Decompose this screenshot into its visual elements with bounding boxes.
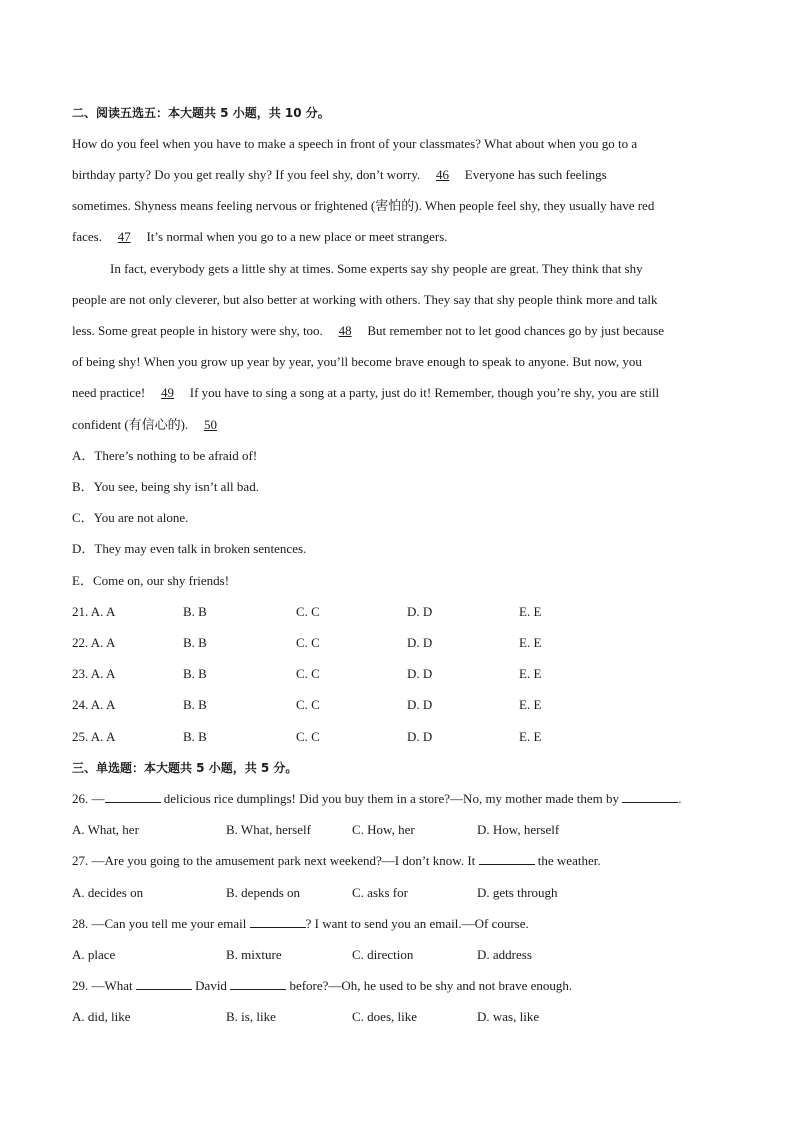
option-a: A．There’s nothing to be afraid of!	[72, 448, 258, 463]
passage-text: If you have to sing a song at a party, just do it! Remember, though you’re shy, you are still	[186, 385, 660, 400]
answer-choice-c[interactable]: C. C	[296, 635, 320, 650]
question-text: 28. —Can you tell me your email	[72, 916, 250, 931]
passage-line-7	[72, 322, 664, 340]
answer-choice-c[interactable]: C. C	[296, 697, 320, 712]
question-text: the weather.	[534, 853, 601, 868]
choice-d[interactable]: D. How, herself	[477, 822, 560, 837]
passage-text: Everyone has such feelings	[461, 167, 607, 182]
question-text: 26. —	[72, 791, 105, 806]
choice-a[interactable]: A. did, like	[72, 1009, 131, 1024]
answer-choice-b[interactable]: B. B	[183, 604, 207, 619]
question-29	[72, 977, 572, 995]
answer-blank	[479, 852, 535, 865]
passage-text: But remember not to let good chances go by just because	[364, 323, 665, 338]
answer-blank	[622, 790, 678, 803]
option-c: C．You are not alone.	[72, 510, 189, 525]
choice-c[interactable]: C. direction	[352, 947, 414, 962]
choice-b[interactable]: B. depends on	[226, 885, 301, 900]
question-text: before?—Oh, he used to be shy and not brave enough.	[286, 978, 573, 993]
answer-choice-e[interactable]: E. E	[519, 666, 542, 681]
choice-b[interactable]: B. is, like	[226, 1009, 276, 1024]
blank-47: 47	[117, 229, 131, 244]
question-text: delicious rice dumplings! Did you buy them in a store?—No, my mother made them by	[160, 791, 623, 806]
passage-line-3: sometimes. Shyness means feeling nervous or frightened (害怕的). When people feel shy, they usually have red	[72, 198, 655, 213]
choice-a[interactable]: A. decides on	[72, 885, 144, 900]
passage-line-2	[72, 166, 607, 184]
answer-choice-e[interactable]: E. E	[519, 729, 542, 744]
blank-50: 50	[204, 417, 218, 432]
answer-choice-e[interactable]: E. E	[519, 697, 542, 712]
choice-a[interactable]: A. place	[72, 947, 116, 962]
answer-choice-c[interactable]: C. C	[296, 729, 320, 744]
question-text: .	[678, 791, 682, 806]
answer-choice-a[interactable]: 21. A. A	[72, 604, 116, 619]
choice-c[interactable]: C. How, her	[352, 822, 415, 837]
choice-b[interactable]: B. What, herself	[226, 822, 311, 837]
option-b: B．You see, being shy isn’t all bad.	[72, 479, 259, 494]
answer-choice-a[interactable]: 24. A. A	[72, 697, 116, 712]
passage-line-4	[72, 228, 448, 246]
answer-blank	[136, 977, 192, 990]
passage-line-9	[72, 384, 659, 402]
passage-text: confident (有信心的).	[72, 417, 192, 432]
option-e: E．Come on, our shy friends!	[72, 573, 230, 588]
question-26	[72, 790, 682, 808]
question-text: ? I want to send you an email.—Of course.	[305, 916, 529, 931]
answer-choice-d[interactable]: D. D	[407, 635, 433, 650]
blank-46: 46	[436, 167, 450, 182]
answer-choice-d[interactable]: D. D	[407, 729, 433, 744]
answer-choice-c[interactable]: C. C	[296, 666, 320, 681]
answer-choice-d[interactable]: D. D	[407, 604, 433, 619]
answer-choice-a[interactable]: 23. A. A	[72, 666, 116, 681]
question-text: 27. —Are you going to the amusement park next weekend?—I don’t know. It	[72, 853, 479, 868]
passage-line-8: of being shy! When you grow up year by year, you’ll become brave enough to speak to anyone. But now, you	[72, 354, 642, 369]
answer-choice-d[interactable]: D. D	[407, 697, 433, 712]
choice-c[interactable]: C. does, like	[352, 1009, 417, 1024]
answer-choice-b[interactable]: B. B	[183, 697, 207, 712]
answer-choice-d[interactable]: D. D	[407, 666, 433, 681]
passage-line-6: people are not only cleverer, but also better at working with others. They say that shy people think more and talk	[72, 292, 658, 307]
choice-d[interactable]: D. address	[477, 947, 532, 962]
blank-49: 49	[161, 385, 175, 400]
option-d: D．They may even talk in broken sentences.	[72, 541, 307, 556]
passage-line-1: How do you feel when you have to make a speech in front of your classmates? What about when you go to a	[72, 136, 638, 151]
passage-text: need practice!	[72, 385, 149, 400]
answer-choice-a[interactable]: 25. A. A	[72, 729, 116, 744]
choice-b[interactable]: B. mixture	[226, 947, 282, 962]
answer-choice-c[interactable]: C. C	[296, 604, 320, 619]
question-28	[72, 915, 529, 933]
answer-choice-b[interactable]: B. B	[183, 729, 207, 744]
answer-blank	[230, 977, 286, 990]
answer-choice-e[interactable]: E. E	[519, 604, 542, 619]
passage-text: less. Some great people in history were shy, too.	[72, 323, 327, 338]
choice-c[interactable]: C. asks for	[352, 885, 408, 900]
choice-d[interactable]: D. was, like	[477, 1009, 540, 1024]
passage-line-5: In fact, everybody gets a little shy at times. Some experts say shy people are great. They think that shy	[110, 261, 643, 276]
answer-choice-a[interactable]: 22. A. A	[72, 635, 116, 650]
section-2-title: 二、阅读五选五：本大题共 5 小题，共 10 分。	[72, 106, 330, 120]
section-3-title: 三、单选题：本大题共 5 小题，共 5 分。	[72, 761, 298, 775]
passage-text: birthday party? Do you get really shy? If you feel shy, don’t worry.	[72, 167, 424, 182]
passage-text: faces.	[72, 229, 106, 244]
blank-48: 48	[338, 323, 352, 338]
answer-blank	[105, 790, 161, 803]
answer-blank	[250, 915, 306, 928]
question-27	[72, 852, 601, 870]
answer-choice-b[interactable]: B. B	[183, 635, 207, 650]
answer-choice-e[interactable]: E. E	[519, 635, 542, 650]
choice-d[interactable]: D. gets through	[477, 885, 558, 900]
question-text: 29. —What	[72, 978, 136, 993]
passage-line-10	[72, 416, 230, 434]
question-text: David	[191, 978, 231, 993]
passage-text: It’s normal when you go to a new place or meet strangers.	[143, 229, 448, 244]
choice-a[interactable]: A. What, her	[72, 822, 139, 837]
answer-choice-b[interactable]: B. B	[183, 666, 207, 681]
